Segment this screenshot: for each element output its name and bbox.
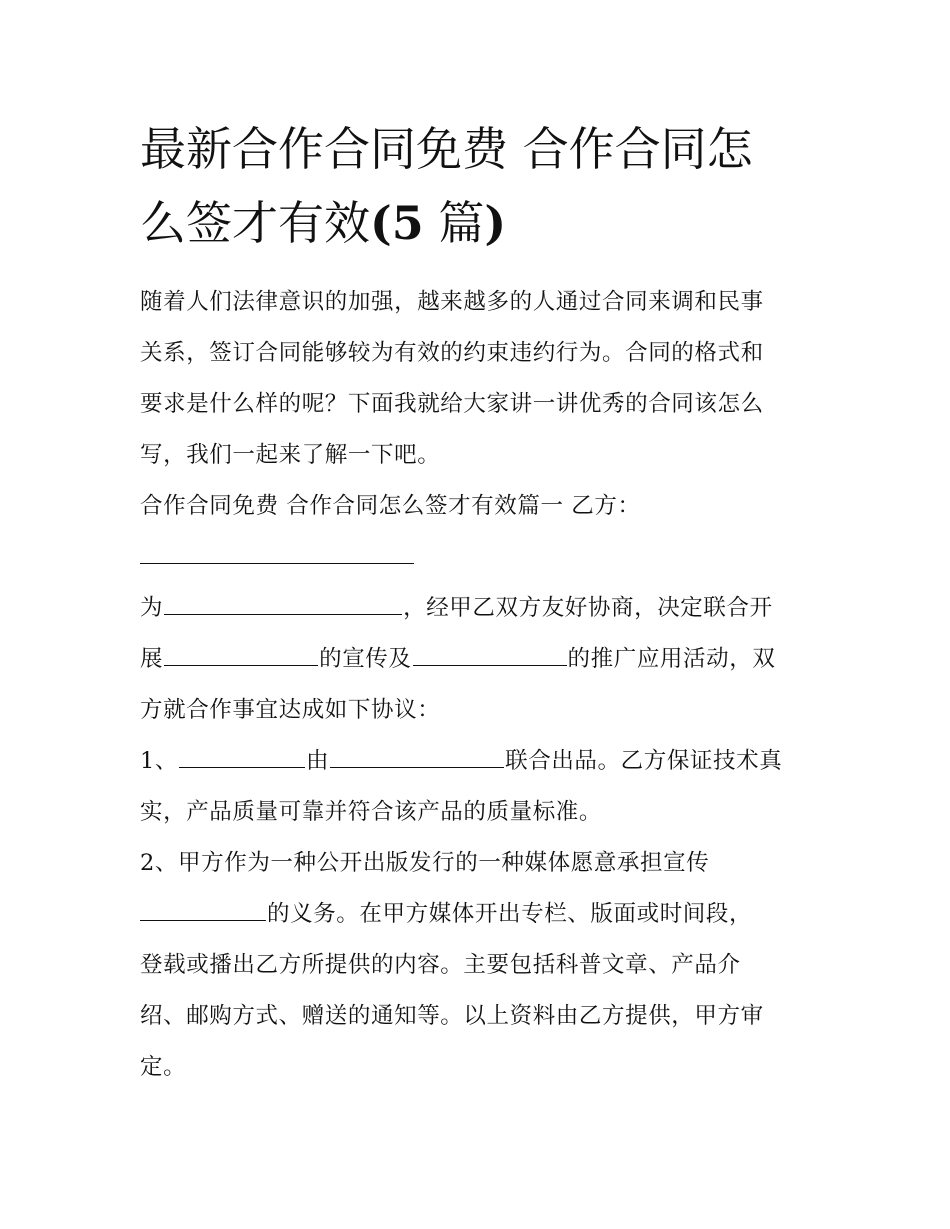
document-title — [140, 112, 830, 260]
title-line-1: 最新合作合同免费 合作合同怎 — [140, 122, 753, 176]
section-heading: 合作合同免费 合作合同怎么签才有效篇一 乙方： — [140, 493, 641, 519]
blank-field-publicity — [140, 900, 266, 921]
document-body — [140, 277, 820, 1093]
para1-text-d: 的宣传及 — [319, 646, 412, 672]
item1-line-2: 实，产品质量可靠并符合该产品的质量标准。 — [140, 799, 603, 825]
blank-field-promotion — [164, 645, 318, 666]
item1-line-1 — [140, 736, 820, 787]
blank-field-product — [179, 747, 305, 768]
intro-line-3: 要求是什么样的呢？下面我就给大家讲一讲优秀的合同该怎么 — [140, 391, 764, 417]
para1-text-a: 为 — [140, 595, 164, 621]
intro-line-2: 关系，签订合同能够较为有效的约束违约行为。合同的格式和 — [140, 340, 764, 366]
title-count-close: ) — [484, 196, 507, 250]
item1-number: 1、 — [140, 748, 179, 774]
blank-field-producer — [330, 747, 504, 768]
intro-line-4: 写，我们一起来了解一下吧。 — [140, 442, 441, 468]
para1-text-c: 展 — [140, 646, 164, 672]
title-count-open: (5 — [370, 196, 424, 250]
item2-line-2 — [140, 889, 820, 940]
title-line-2-text: 么签才有效 — [140, 196, 370, 250]
blank-field-purpose — [164, 594, 402, 615]
title-line-2 — [140, 186, 830, 260]
blank-field-application — [413, 645, 567, 666]
para1-line-1 — [140, 583, 820, 634]
item2-line-1: 2、甲方作为一种公开出版发行的一种媒体愿意承担宣传 — [140, 850, 710, 876]
item2-line-4: 绍、邮购方式、赠送的通知等。以上资料由乙方提供，甲方审 — [140, 1003, 764, 1029]
item2-text-a: 的义务。在甲方媒体开出专栏、版面或时间段， — [267, 901, 753, 927]
para1-text-b: ，经甲乙双方友好协商，决定联合开 — [403, 595, 773, 621]
blank-line-party-b — [140, 532, 820, 583]
item1-text-b: 联合出品。乙方保证技术真 — [505, 748, 783, 774]
item1-text-a: 由 — [306, 748, 330, 774]
title-count-unit: 篇 — [423, 196, 485, 250]
blank-field-party-b — [140, 543, 414, 564]
para1-text-e: 的推广应用活动，双 — [567, 646, 776, 672]
para1-line-3: 方就合作事宜达成如下协议： — [140, 697, 441, 723]
intro-line-1: 随着人们法律意识的加强，越来越多的人通过合同来调和民事 — [140, 289, 764, 315]
item2-line-5: 定。 — [140, 1054, 187, 1080]
para1-line-2 — [140, 634, 820, 685]
item2-line-3: 登载或播出乙方所提供的内容。主要包括科普文章、产品介 — [140, 952, 741, 978]
